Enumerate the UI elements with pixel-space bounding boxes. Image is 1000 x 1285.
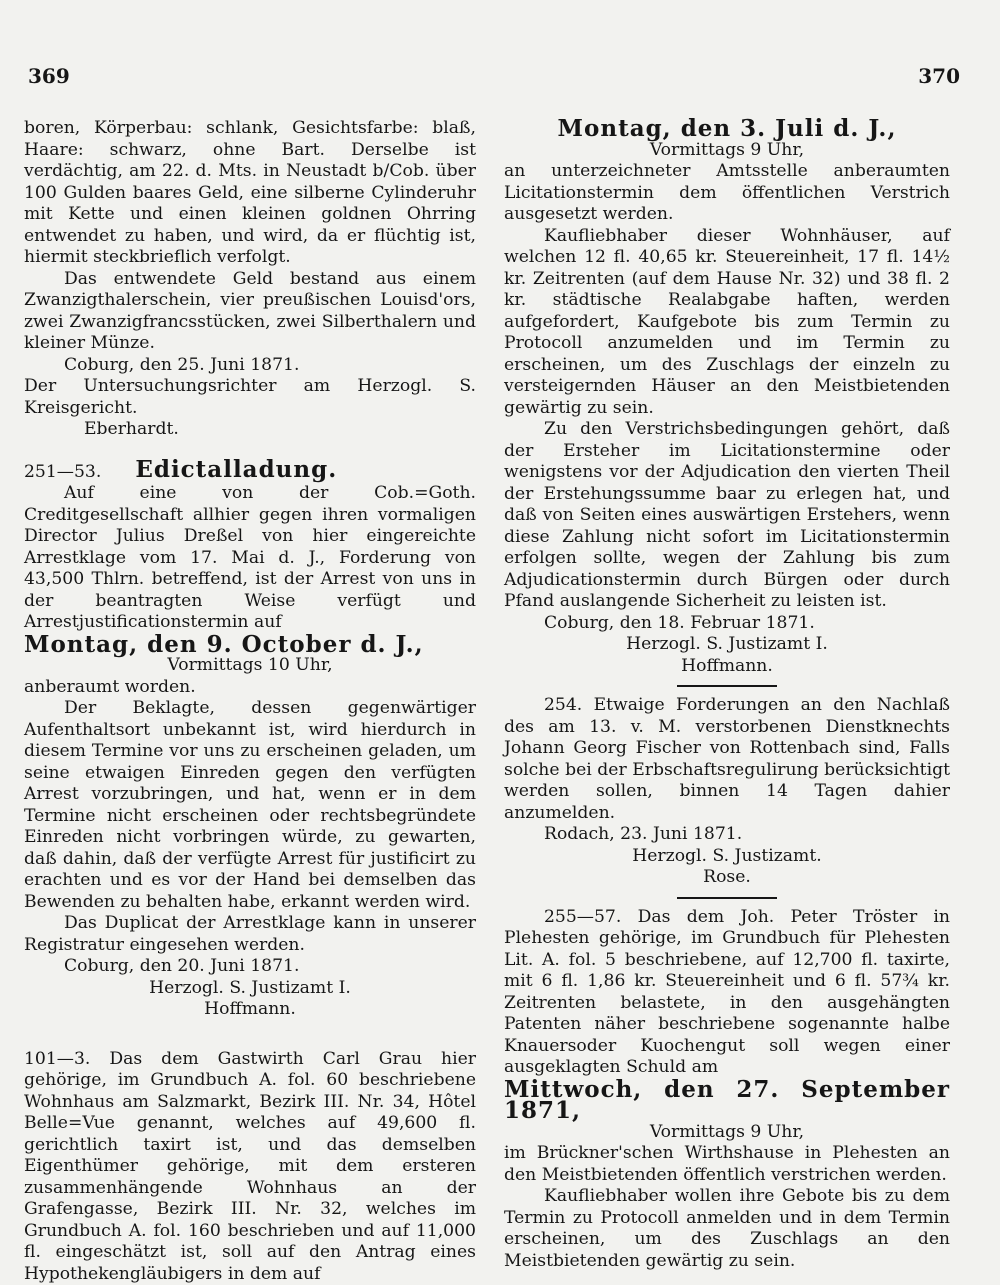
intro-paragraph: boren, Körperbau: schlank, Gesichtsfarbe: blaß, Haare: schwarz, ohne Bart. Derselbe ist verdächtig, am 22. d. Mts. in Neustadt b/Cob. über 100 Gulden baares Geld, eine silberne Cylinderuhr mit Kette und einen kleinen goldnen Ohrring entwendet zu haben, und wird, da er flüchtig ist, hiermit steckbrieflich verfolgt. (24, 118, 476, 269)
notice-251-text-2: anberaumt worden. (24, 677, 476, 699)
notice-101-text: 101—3. Das dem Gastwirth Carl Grau hier gehörige, im Grundbuch A. fol. 60 beschriebene Wohnhaus am Salzmarkt, Bezirk III. Nr. 34, Hôtel Belle=Vue genannt, welches auf 49,600 fl. gerichtlich taxirt ist, und das demselben Eigenthümer gehörige, mit dem ersteren zusammenhängende Wohnhaus an der Grafengasse, Bezirk III. Nr. 32, welches im Grundbuch A. fol. 160 beschrieben und auf 11,000 fl. eingeschätzt ist, soll auf den Antrag eines Hypothekengläubigers in dem auf (24, 1049, 476, 1285)
intro-signature-name: Eberhardt. (24, 419, 476, 441)
notice-101-signature-name: Hoffmann. (504, 656, 950, 678)
notice-101-place: Coburg, den 18. Februar 1871. (504, 613, 950, 635)
page-number-left: 369 (28, 64, 70, 88)
notice-255-text: 255—57. Das dem Joh. Peter Tröster in Plehesten gehörige, im Grundbuch für Plehesten Lit. A. fol. 5 beschriebene, auf 12,700 fl. taxirte, mit 6 fl. 1,86 kr. Steuereinheit und 6 fl. 57¾ kr. Zeitrenten belastete, in den ausgehängten Patenten näher beschriebene sogenannte halbe Knauersoder Kuochengut soll wegen einer ausgeklagten Schuld am (504, 907, 950, 1079)
notice-101-text-3: Kaufliebhaber dieser Wohnhäuser, auf welchen 12 fl. 40,65 kr. Steuereinheit, 17 fl. 14½ kr. Zeitrenten (auf dem Hause Nr. 32) und 38 fl. 2 kr. städtische Realabgabe haften, werden aufgefordert, Kaufgebote bis zum Termin zu Protocoll anzumelden und im Termin zu erscheinen, um des Zuschlags der einzeln zu versteigernden Häuser an den Meistbietenden gewärtig zu sein. (504, 226, 950, 420)
notice-101-date: Montag, den 3. Juli d. J., (504, 118, 950, 140)
intro-paragraph-2: Das entwendete Geld bestand aus einem Zwanzigthalerschein, vier preußischen Louisd'ors, zwei Zwanzigfrancsstücken, zwei Silberthalern und kleiner Münze. (24, 269, 476, 355)
divider (677, 685, 777, 687)
notice-251-text: Auf eine von der Cob.=Goth. Creditgesellschaft allhier gegen ihren vormaligen Director Julius Dreßel von hier eingereichte Arrestklage vom 17. Mai d. J., Forderung von 43,500 Thlrn. betreffend, ist der Arrest von uns in der beantragten Weise verfügt und Arrestjustificationstermin auf (24, 483, 476, 634)
intro-date: Coburg, den 25. Juni 1871. (24, 355, 476, 377)
notice-255-text-3: Kaufliebhaber wollen ihre Gebote bis zu dem Termin zu Protocoll anmelden und in dem Termin erscheinen, um des Zuschlags an den Meistbietenden gewärtig zu sein. (504, 1186, 950, 1272)
notice-254-place: Rodach, 23. Juni 1871. (504, 824, 950, 846)
notice-255-time: Vormittags 9 Uhr, (504, 1122, 950, 1144)
notice-251-text-3: Der Beklagte, dessen gegenwärtiger Aufenthaltsort unbekannt ist, wird hierdurch in diesem Termine vor uns zu erscheinen geladen, um seine etwaigen Einreden gegen den verfügten Arrest vorzubringen, und hat, wenn er in dem Termine nicht erscheinen oder rechtsbegründete Einreden nicht vorbringen würde, zu gewarten, daß dahin, daß der verfügte Arrest für justificirt zu erachten und es vor der Hand bei demselben das Bewenden zu behalten habe, erkannt werden wird. (24, 698, 476, 913)
notice-101-time: Vormittags 9 Uhr, (504, 140, 950, 162)
notice-254-text: 254. Etwaige Forderungen an den Nachlaß des am 13. v. M. verstorbenen Dienstknechts Johann Georg Fischer von Rottenbach sind, Falls solche bei der Erbschaftsregulirung berücksichtigt werden sollen, binnen 14 Tagen dahier anzumelden. (504, 695, 950, 824)
left-column (24, 118, 476, 1285)
notice-251-text-4: Das Duplicat der Arrestklage kann in unserer Registratur eingesehen werden. (24, 913, 476, 956)
notice-101-text-2: an unterzeichneter Amtsstelle anberaumten Licitationstermin dem öffentlichen Verstrich ausgesetzt werden. (504, 161, 950, 226)
notice-255-date: Mittwoch, den 27. September 1871, (504, 1079, 950, 1122)
divider (677, 897, 777, 899)
notice-251-heading (24, 459, 476, 484)
notice-251-signature-office: Herzogl. S. Justizamt I. (24, 978, 476, 1000)
page-number-right: 370 (918, 64, 960, 88)
notice-254-signature-office: Herzogl. S. Justizamt. (504, 846, 950, 868)
notice-251-place: Coburg, den 20. Juni 1871. (24, 956, 476, 978)
notice-101-signature-office: Herzogl. S. Justizamt I. (504, 634, 950, 656)
notice-251-date: Montag, den 9. October d. J., (24, 634, 476, 656)
notice-251-signature-name: Hoffmann. (24, 999, 476, 1021)
notice-251-title: Edictalladung. (135, 459, 337, 481)
notice-251-number: 251—53. (24, 462, 101, 484)
notice-255-text-2: im Brückner'schen Wirthshause in Plehesten an den Meistbietenden öffentlich verstrichen werden. (504, 1143, 950, 1186)
notice-254-signature-name: Rose. (504, 867, 950, 889)
notice-251-time: Vormittags 10 Uhr, (24, 655, 476, 677)
intro-signature-office: Der Untersuchungsrichter am Herzogl. S. Kreisgericht. (24, 376, 476, 419)
notice-101-text-4: Zu den Verstrichsbedingungen gehört, daß der Ersteher im Licitationstermine oder wenigstens vor der Adjudication den vierten Theil der Erstehungssumme baar zu erlegen hat, und daß von Seiten eines auswärtigen Erstehers, wenn diese Zahlung nicht sofort im Licitationstermin erfolgen sollte, wegen der Zahlung bis zum Adjudicationstermin durch Bürgen oder durch Pfand auslangende Sicherheit zu leisten ist. (504, 419, 950, 613)
right-column (504, 118, 950, 1272)
